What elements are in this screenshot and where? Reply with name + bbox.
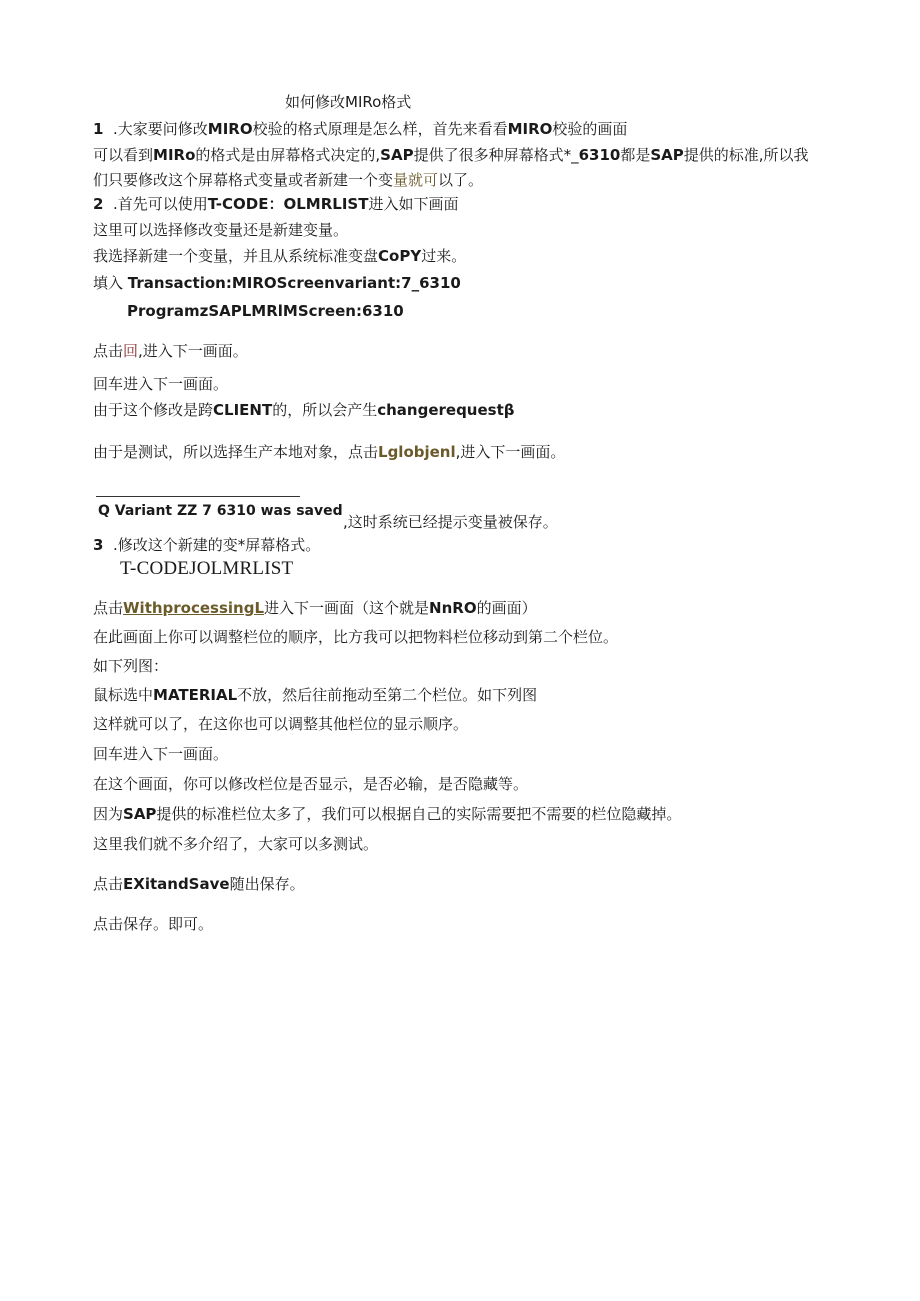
text: .首先可以使用 [112,195,208,213]
text: 点击 [93,342,124,360]
button-reference: EXitandSave [123,875,230,893]
step-number: 2 [93,195,104,213]
text-highlight: 量就可 [393,171,439,189]
text-bold: changerequestβ [377,401,515,419]
text: 过来。 [421,247,467,265]
para-24 [93,834,378,854]
text: .大家要问修改 [112,120,208,138]
para-2 [93,145,809,165]
text: 校验的格式原理是怎么样，首先来看看 [252,120,508,138]
text-bold: Transaction:MIROScreenvariant:7_6310 [127,274,461,292]
status-bar-top-rule [96,496,300,497]
text: 校验的画面 [552,120,628,138]
text: 的格式是由屏幕格式决定的, [195,146,381,164]
para-17 [93,627,618,647]
text-bold: 6310 [578,146,621,164]
text: 进入如下画面 [368,195,459,213]
text: 点击 [93,599,124,617]
enter-icon: 回 [123,342,139,360]
para-5 [93,220,348,240]
step-number: 3 [93,536,104,554]
step-number: 1 [93,120,104,138]
para-16 [93,598,537,618]
text: .修改这个新建的变*屏幕格式。 [112,536,321,554]
text-bold: MIRo [153,146,196,164]
text: 这里我们就不多介绍了，大家可以多测试。 [93,835,379,853]
para-7 [93,273,461,293]
para-20 [93,714,468,734]
para-12 [93,442,565,462]
text-bold: MIRO [207,120,253,138]
text: 提供的标准,所以我 [683,146,809,164]
para-21 [93,744,228,764]
para-6 [93,246,466,266]
para-18 [93,656,168,676]
text: 随出保存。 [229,875,305,893]
text-bold: MIRO [507,120,553,138]
text: 鼠标选中 [93,686,154,704]
para-4 [93,194,458,214]
text: 的画面） [476,599,537,617]
text-bold: CoPY [378,247,422,265]
text: 点击 [93,875,124,893]
doc-title [285,92,411,112]
text: 由于是测试，所以选择生产本地对象，点击 [93,443,379,461]
para-22 [93,774,528,794]
para-13 [343,512,558,532]
text: 因为 [93,805,124,823]
para-8 [127,301,404,321]
title-text: 如何修改MIRo格式 [285,93,412,111]
para-3 [93,170,483,190]
text: 在此画面上你可以调整栏位的顺序，比方我可以把物料栏位移动到第二个栏位。 [93,628,619,646]
text: 回车进入下一画面。 [93,745,229,763]
text: 提供了很多种屏幕格式*_ [413,146,579,164]
text: ,进入下一画面。 [455,443,566,461]
text: 点击保存。即可。 [93,915,214,933]
para-1 [93,119,627,139]
text-bold: ProgramzSAPLMRlMScreen:6310 [127,302,404,320]
text: 这里可以选择修改变量还是新建变量。 [93,221,349,239]
para-15 [120,559,293,579]
text: 的，所以会产生 [272,401,378,419]
para-23 [93,804,681,824]
text: ,进入下一画面。 [138,342,248,360]
text: 由于这个修改是跨 [93,401,214,419]
text-bold: MATERIAL [153,686,238,704]
button-reference: Lglobjenl [378,443,456,461]
status-text: Q Variant ZZ 7 6310 was saved [98,503,343,519]
para-25 [93,874,305,894]
text: 我选择新建一个变量，并且从系统标准变盘 [93,247,379,265]
text-bold: CLIENT [213,401,273,419]
text: 们只要修改这个屏幕格式变量或者新建一个变 [93,171,394,189]
text: 填入 [93,274,124,292]
tcode-text: T-CODE：OLMRLIST [207,195,369,213]
text: 可以看到 [93,146,154,164]
para-19 [93,685,537,705]
para-14 [93,535,320,555]
text-bold: NnRO [429,599,477,617]
text: ,这时系统已经提示变量被保存。 [343,513,558,531]
para-11 [93,400,515,420]
text: 提供的标准栏位太多了，我们可以根据自己的实际需要把不需要的栏位隐藏掉。 [156,805,682,823]
text-bold: SAP [380,146,414,164]
text: 进入下一画面（这个就是 [264,599,430,617]
text: 不放，然后往前拖动至第二个栏位。如下列图 [237,686,538,704]
text: 以了。 [438,171,484,189]
text-bold: SAP [123,805,157,823]
para-26 [93,914,213,934]
text-bold: SAP [650,146,684,164]
status-message [98,501,343,521]
text: 都是 [620,146,651,164]
text: 回车进入下一画面。 [93,375,229,393]
tcode-text: T-CODEJOLMRLIST [120,558,294,579]
text: 这样就可以了，在这你也可以调整其他栏位的显示顺序。 [93,715,469,733]
para-10 [93,374,228,394]
text: 如下列图： [93,657,169,675]
text: 在这个画面，你可以修改栏位是否显示，是否必输，是否隐藏等。 [93,775,529,793]
button-reference: WithprocessingL [123,599,265,617]
para-9 [93,341,248,361]
